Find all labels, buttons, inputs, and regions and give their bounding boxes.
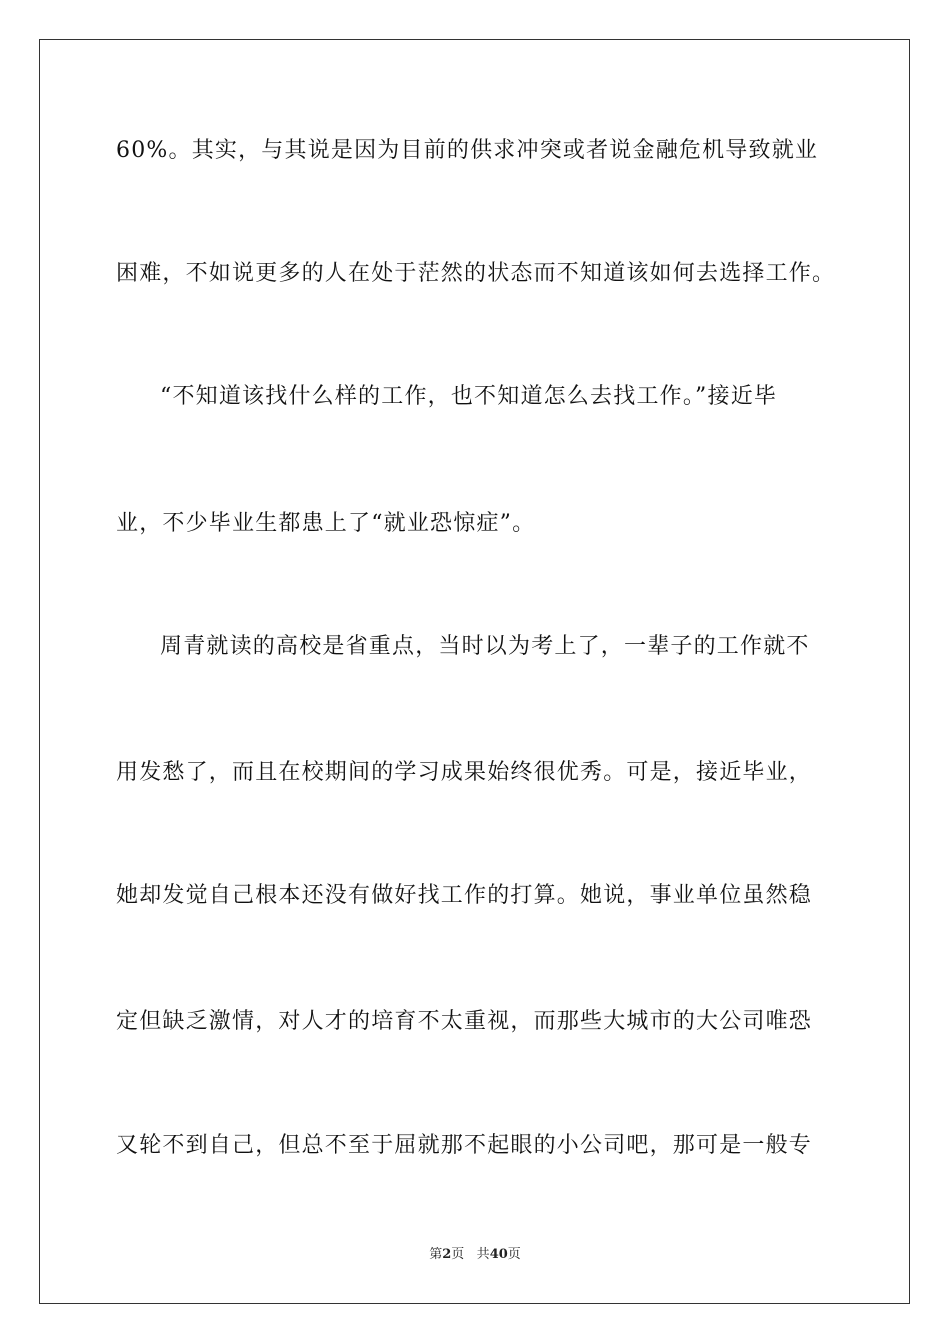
text-line: 周青就读的高校是省重点，当时以为考上了，一辈子的工作就不 <box>160 634 810 659</box>
page-border <box>39 39 910 1304</box>
text-line: 用发愁了，而且在校期间的学习成果始终很优秀。可是，接近毕业， <box>116 760 813 785</box>
page-prefix: 第 <box>429 1247 443 1262</box>
text-line: 定但缺乏激情，对人才的培育不太重视，而那些大城市的大公司唯恐 <box>116 1009 813 1034</box>
text-line: 困难，不如说更多的人在处于茫然的状态而不知道该如何去选择工作。 <box>116 261 836 286</box>
page-suffix: 页 <box>451 1247 465 1262</box>
total-pages: 40 <box>489 1247 508 1262</box>
text-line: 又轮不到自己，但总不至于屈就那不起眼的小公司吧，那可是一般专 <box>116 1133 813 1158</box>
total-prefix: 共 <box>476 1247 490 1262</box>
text-line: 60%。其实，与其说是因为目前的供求冲突或者说金融危机导致就业 <box>116 138 819 163</box>
total-suffix: 页 <box>507 1247 521 1262</box>
text-line: 业，不少毕业生都患上了“就业恐惊症”。 <box>116 511 536 536</box>
page-number: 2 <box>442 1247 452 1262</box>
text-line: “不知道该找什么样的工作，也不知道怎么去找工作。”接近毕 <box>160 384 778 409</box>
text-line: 她却发觉自己根本还没有做好找工作的打算。她说，事业单位虽然稳 <box>116 883 813 908</box>
page-footer <box>0 1246 950 1264</box>
